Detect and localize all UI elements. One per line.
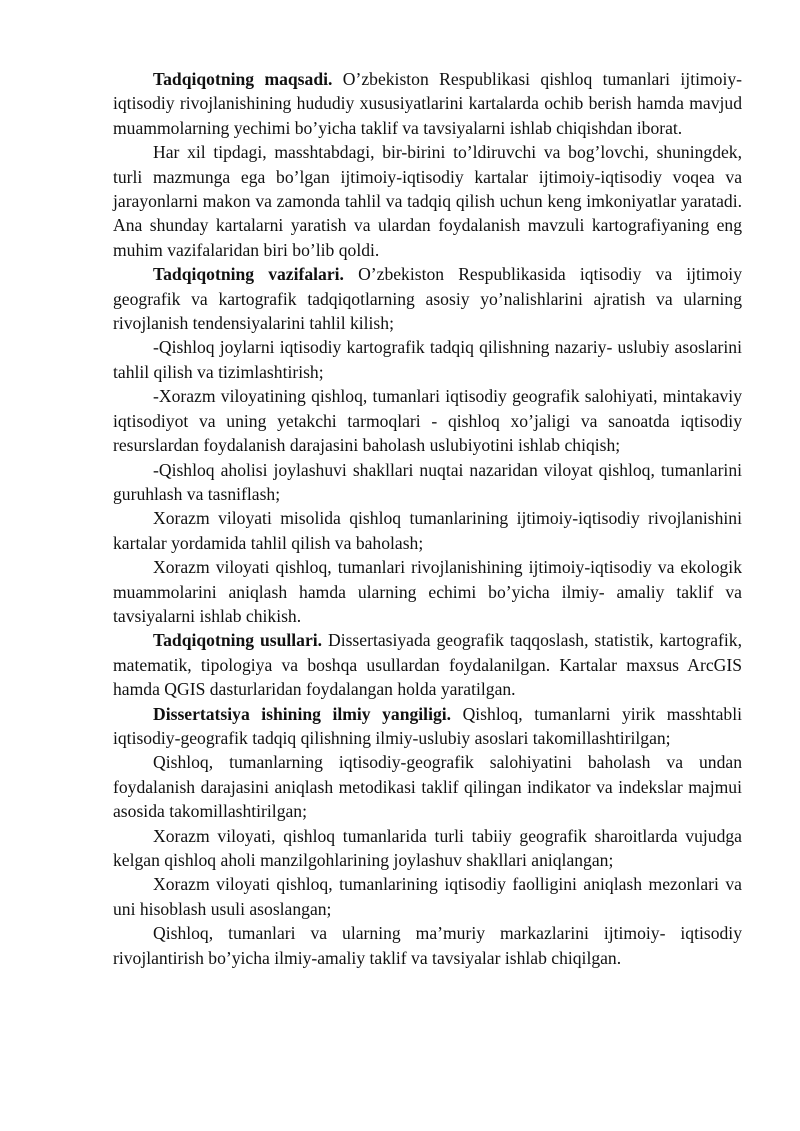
task-item — [113, 384, 742, 457]
paragraph-text: -Xorazm viloyatining qishloq, tumanlari iqtisodiy geografik salohiyati, mintakaviy iqtisodiyot va uning yetakchi tarmoqlari - qishloq xo’jaligi va sanoatda iqtisodiy resurslardan foydalanish darajasini baholash uslubiyotini ishlab chiqish; — [113, 386, 742, 456]
paragraph-scientific-novelty — [113, 702, 742, 751]
paragraph-research-goal — [113, 67, 742, 140]
paragraph-text: Qishloq, tumanlarning iqtisodiy-geografik salohiyatini baholash va undan foydalanish darajasini aniqlash metodikasi taklif qilingan indikator va indekslar majmui asosida takomillashtirilgan; — [113, 752, 742, 822]
paragraph-research-methods — [113, 628, 742, 701]
novelty-item — [113, 824, 742, 873]
paragraph-text: Xorazm viloyati misolida qishloq tumanlarining ijtimoiy-iqtisodiy rivojlanishini kartalar yordamida tahlil qilish va baholash; — [113, 508, 742, 553]
section-heading-novelty: Dissertatsiya ishining ilmiy yangiligi. — [153, 703, 452, 724]
paragraph-text: Har xil tipdagi, masshtabdagi, bir-birini to’ldiruvchi va bog’lovchi, shuningdek, turli mazmunga ega bo’lgan ijtimoiy-iqtisodiy kartalar ijtimoiy-iqtisodiy voqea va jarayonlarni makon va zamonda tahlil va tadqiq qilish uchun keng imkoniyatlar yaratadi. Ana shunday kartalarni yaratish va ulardan foydalanish mavzuli kartografiyaning eng muhim vazifalaridan biri bo’lib qoldi. — [113, 142, 742, 260]
section-heading-methods: Tadqiqotning usullari. — [153, 630, 323, 651]
paragraph-text: -Qishloq aholisi joylashuvi shakllari nuqtai nazaridan viloyat qishloq, tumanlarini guruhlash va tasniflash; — [113, 459, 742, 504]
paragraph-text: Xorazm viloyati, qishloq tumanlarida turli tabiiy geografik sharoitlarda vujudga kelgan qishloq aholi manzilgohlarining joylashuv shakllari aniqlangan; — [113, 825, 742, 870]
novelty-item — [113, 921, 742, 970]
task-item — [113, 335, 742, 384]
paragraph-text: -Qishloq joylarni iqtisodiy kartografik tadqiq qilishning nazariy- uslubiy asoslarini tahlil qilish va tizimlashtirish; — [113, 337, 742, 382]
paragraph-text: Qishloq, tumanlarni yirik masshtabli iqtisodiy-geografik tadqiq qilishning ilmiy-uslubiy asoslari takomillashtirilgan; — [113, 703, 742, 748]
paragraph-text: Qishloq, tumanlari va ularning ma’muriy markazlarini ijtimoiy- iqtisodiy rivojlantirish bo’yicha ilmiy-amaliy taklif va tavsiyalar ishlab chiqilgan. — [113, 923, 742, 968]
paragraph-research-tasks — [113, 262, 742, 335]
paragraph-text: Xorazm viloyati qishloq, tumanlarining iqtisodiy faolligini aniqlash mezonlari va uni hisoblash usuli asoslangan; — [113, 874, 742, 919]
novelty-item — [113, 750, 742, 823]
paragraph-text: O’zbekiston Respublikasida iqtisodiy va ijtimoiy geografik va kartografik tadqiqotlarning asosiy yo’nalishlarini ajratish va ularning rivojlanish tendensiyalarini tahlil kilish; — [113, 264, 742, 334]
paragraph-maps-role — [113, 140, 742, 262]
paragraph-text: Dissertasiyada geografik taqqoslash, statistik, kartografik, matematik, tipologiya va boshqa usullardan foydalanilgan. Kartalar maxsus ArcGIS hamda QGIS dasturlaridan foydalangan holda yaratilgan. — [113, 630, 743, 700]
paragraph-text: O’zbekiston Respublikasi qishloq tumanlari ijtimoiy-iqtisodiy rivojlanishining hududiy xususiyatlarini kartalarda ochib berish hamda mavjud muammolarning yechimi bo’yicha taklif va tavsiyalarni ishlab chiqishdan iborat. — [113, 69, 742, 138]
task-item — [113, 506, 742, 555]
task-item — [113, 458, 742, 507]
task-item — [113, 555, 742, 628]
section-heading-tasks: Tadqiqotning vazifalari. — [153, 264, 344, 285]
section-heading-goal: Tadqiqotning maqsadi. — [153, 69, 333, 89]
paragraph-text: Xorazm viloyati qishloq, tumanlari rivojlanishining ijtimoiy-iqtisodiy va ekologik muammolarini aniqlash hamda ularning echimi bo’yicha ilmiy- amaliy taklif va tavsiyalarni ishlab chikish. — [113, 557, 742, 626]
novelty-item — [113, 872, 742, 921]
